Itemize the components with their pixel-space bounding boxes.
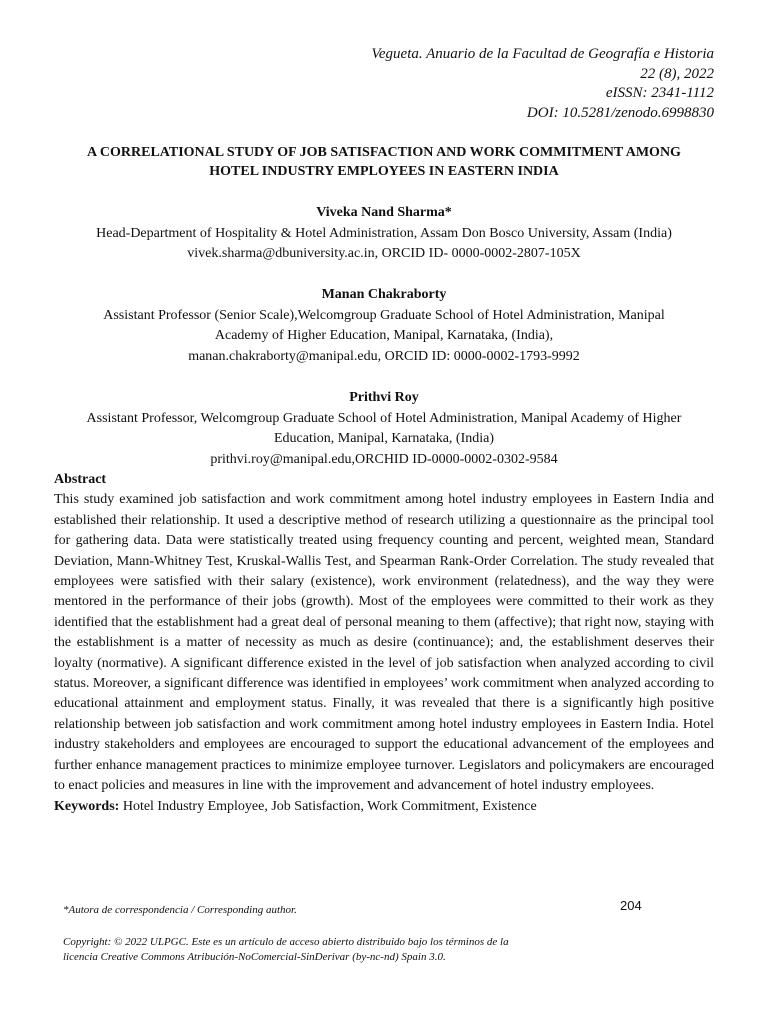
copyright-notice (63, 935, 623, 965)
corresponding-author-note: *Autora de correspondencia / Corresponding author. (63, 904, 297, 916)
keywords-line (54, 797, 714, 817)
keywords-label: Keywords: (54, 798, 120, 814)
author-name: Viveka Nand Sharma* (316, 205, 452, 220)
abstract-heading: Abstract (54, 472, 107, 487)
author-affiliation: Assistant Professor (Senior Scale),Welcomgroup Graduate School of Hotel Administration, Manipal (103, 307, 665, 323)
abstract-body: This study examined job satisfaction and work commitment among hotel industry employees in Eastern India and established their relationship. It used a descriptive method of research utilizing a questionnaire as the principal tool for gathering data. Data were statistically treated using frequency counting and percent, weighted mean, Standard Deviation, Mann-Whitney Test, Kruskal-Wallis Test, and Spearman Rank-Order Correlation. The study revealed that employees were satisfied with their salary (existence), work environment (relatedness), and the way they were mentored in the performance of their jobs (growth). Most of the employees were committed to their work as they identified that the establishment had a great deal of personal meaning to them (affective); that right now, staying with the establishment is a matter of necessity as much as desire (continuance); and, the establishment deserves their loyalty (normative). A significant difference existed in the level of job satisfaction when analyzed according to civil status. Moreover, a significant difference was identified in employees’ work commitment when analyzed according to educational attainment and employment status. Finally, it was revealed that there is a significantly high positive relationship between job satisfaction and work commitment among hotel industry employees in Eastern India. Hotel industry stakeholders and employees are encouraged to support the educational advancement of the employees and further enhance management practices to minimize employee turnover. Legislators and policymakers are encouraged to enact policies and measures in line with the improvement and advancement of hotel industry employees. (54, 492, 714, 794)
paper-title-line-2: HOTEL INDUSTRY EMPLOYEES IN EASTERN INDIA (209, 164, 559, 179)
journal-issn: eISSN: 2341-1112 (605, 85, 714, 101)
abstract-section (54, 470, 714, 817)
journal-name: Vegueta. Anuario de la Facultad de Geografía e Historia (371, 46, 714, 62)
author-affiliation: Education, Manipal, Karnataka, (India) (273, 431, 495, 446)
author-affiliation: Assistant Professor, Welcomgroup Graduate School of Hotel Administration, Manipal Academy of Higher (86, 410, 682, 426)
page-number: 204 (620, 898, 642, 913)
paper-title (54, 143, 714, 181)
author-name: Prithvi Roy (349, 390, 419, 405)
author-name: Manan Chakraborty (321, 287, 447, 302)
author-block-2 (40, 285, 728, 367)
journal-volume: 22 (8), 2022 (640, 65, 714, 82)
author-block-1 (40, 203, 728, 265)
journal-doi: DOI: 10.5281/zenodo.6998830 (526, 104, 714, 121)
author-contact: manan.chakraborty@manipal.edu, ORCID ID: 0000-0002-1793-9992 (188, 348, 580, 364)
author-block-3 (40, 388, 728, 470)
keywords-text: Hotel Industry Employee, Job Satisfaction, Work Commitment, Existence (122, 798, 537, 814)
author-affiliation: Academy of Higher Education, Manipal, Karnataka, (India), (214, 328, 554, 343)
copyright-line-1: Copyright: © 2022 ULPGC. Este es un artículo de acceso abierto distribuido bajo los términos de la (63, 936, 509, 948)
copyright-line-2: licencia Creative Commons Atribución-NoComercial-SinDerivar (by-nc-nd) Spain 3.0. (63, 951, 446, 963)
author-affiliation: Head-Department of Hospitality & Hotel Administration, Assam Don Bosco University, Assam (India) (96, 225, 672, 241)
journal-header (214, 45, 714, 123)
author-contact: prithvi.roy@manipal.edu,ORCHID ID-0000-0002-0302-9584 (210, 451, 558, 467)
author-contact: vivek.sharma@dbuniversity.ac.in, ORCID ID- 0000-0002-2807-105X (187, 246, 581, 261)
paper-title-line-1: A CORRELATIONAL STUDY OF JOB SATISFACTION AND WORK COMMITMENT AMONG (87, 145, 681, 160)
